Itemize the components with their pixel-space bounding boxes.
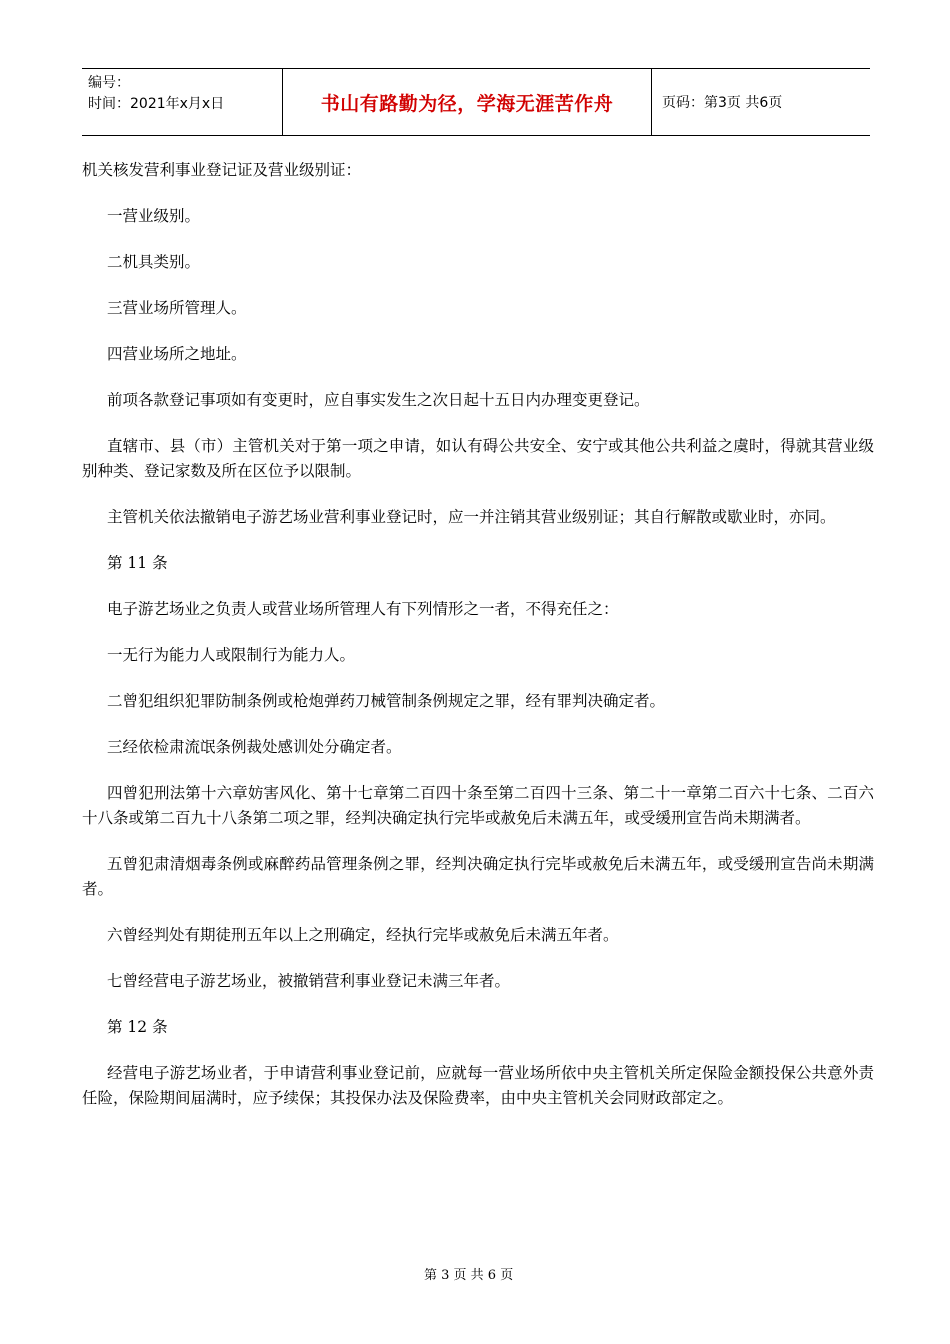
paragraph-18: 经营电子游艺场业者，于申请营利事业登记前，应就每一营业场所依中央主管机关所定保险金额投保公共意外责任险，保险期间届满时，应予续保；其投保办法及保险费率，由中央主管机关会同财政部定之。 (82, 1064, 874, 1107)
paragraph-5: 前项各款登记事项如有变更时，应自事实发生之次日起十五日内办理变更登记。 (107, 391, 650, 409)
paragraph-14: 五曾犯肃清烟毒条例或麻醉药品管理条例之罪，经判决确定执行完毕或赦免后未满五年，或受缓刑宣告尚未期满者。 (82, 855, 874, 898)
paragraph-0: 机关核发营利事业登记证及营业级别证： (82, 161, 362, 179)
paragraph-3: 三营业场所管理人。 (107, 299, 247, 317)
paragraph-15: 六曾经判处有期徒刑五年以上之刑确定，经执行完毕或赦免后未满五年者。 (107, 926, 619, 944)
header-motto-cell (282, 69, 652, 135)
paragraph-11: 二曾犯组织犯罪防制条例或枪炮弹药刀械管制条例规定之罪，经有罪判决确定者。 (107, 692, 666, 710)
paragraph-9: 电子游艺场业之负责人或营业场所管理人有下列情形之一者，不得充任之： (107, 600, 619, 618)
paragraph-1: 一营业级别。 (107, 207, 201, 225)
header-meta (82, 69, 282, 135)
page-footer: 第 3 页 共 6 页 (424, 1268, 514, 1283)
motto-text: 书山有路勤为径，学海无涯苦作舟 (320, 92, 614, 115)
paragraph-10: 一无行为能力人或限制行为能力人。 (107, 646, 356, 664)
paragraph-2: 二机具类别。 (107, 253, 201, 271)
article-heading-11: 第 11 条 (107, 554, 168, 572)
time-label: 时间：2021年x月x日 (88, 96, 225, 112)
code-label: 编号： (88, 75, 130, 91)
document-body (82, 158, 874, 1132)
article-heading-12: 第 12 条 (107, 1018, 168, 1036)
paragraph-13: 四曾犯刑法第十六章妨害风化、第十七章第二百四十条至第二百四十三条、第二十一章第二百六十七条、二百六十八条或第二百九十八条第二项之罪，经判决确定执行完毕或赦免后未满五年，或受缓刑宣告尚未期满者。 (82, 784, 874, 827)
page-info: 页码：第3页 共6页 (662, 95, 783, 111)
paragraph-6: 直辖市、县（市）主管机关对于第一项之申请，如认有碍公共安全、安宁或其他公共利益之虞时，得就其营业级别种类、登记家数及所在区位予以限制。 (82, 437, 874, 480)
paragraph-12: 三经依检肃流氓条例裁处感训处分确定者。 (107, 738, 402, 756)
paragraph-4: 四营业场所之地址。 (107, 345, 247, 363)
header-page-info-cell (652, 69, 870, 135)
paragraph-16: 七曾经营电子游艺场业，被撤销营利事业登记未满三年者。 (107, 972, 511, 990)
page-header (82, 68, 870, 136)
paragraph-7: 主管机关依法撤销电子游艺场业营利事业登记时，应一并注销其营业级别证；其自行解散或歇业时，亦同。 (107, 508, 836, 526)
